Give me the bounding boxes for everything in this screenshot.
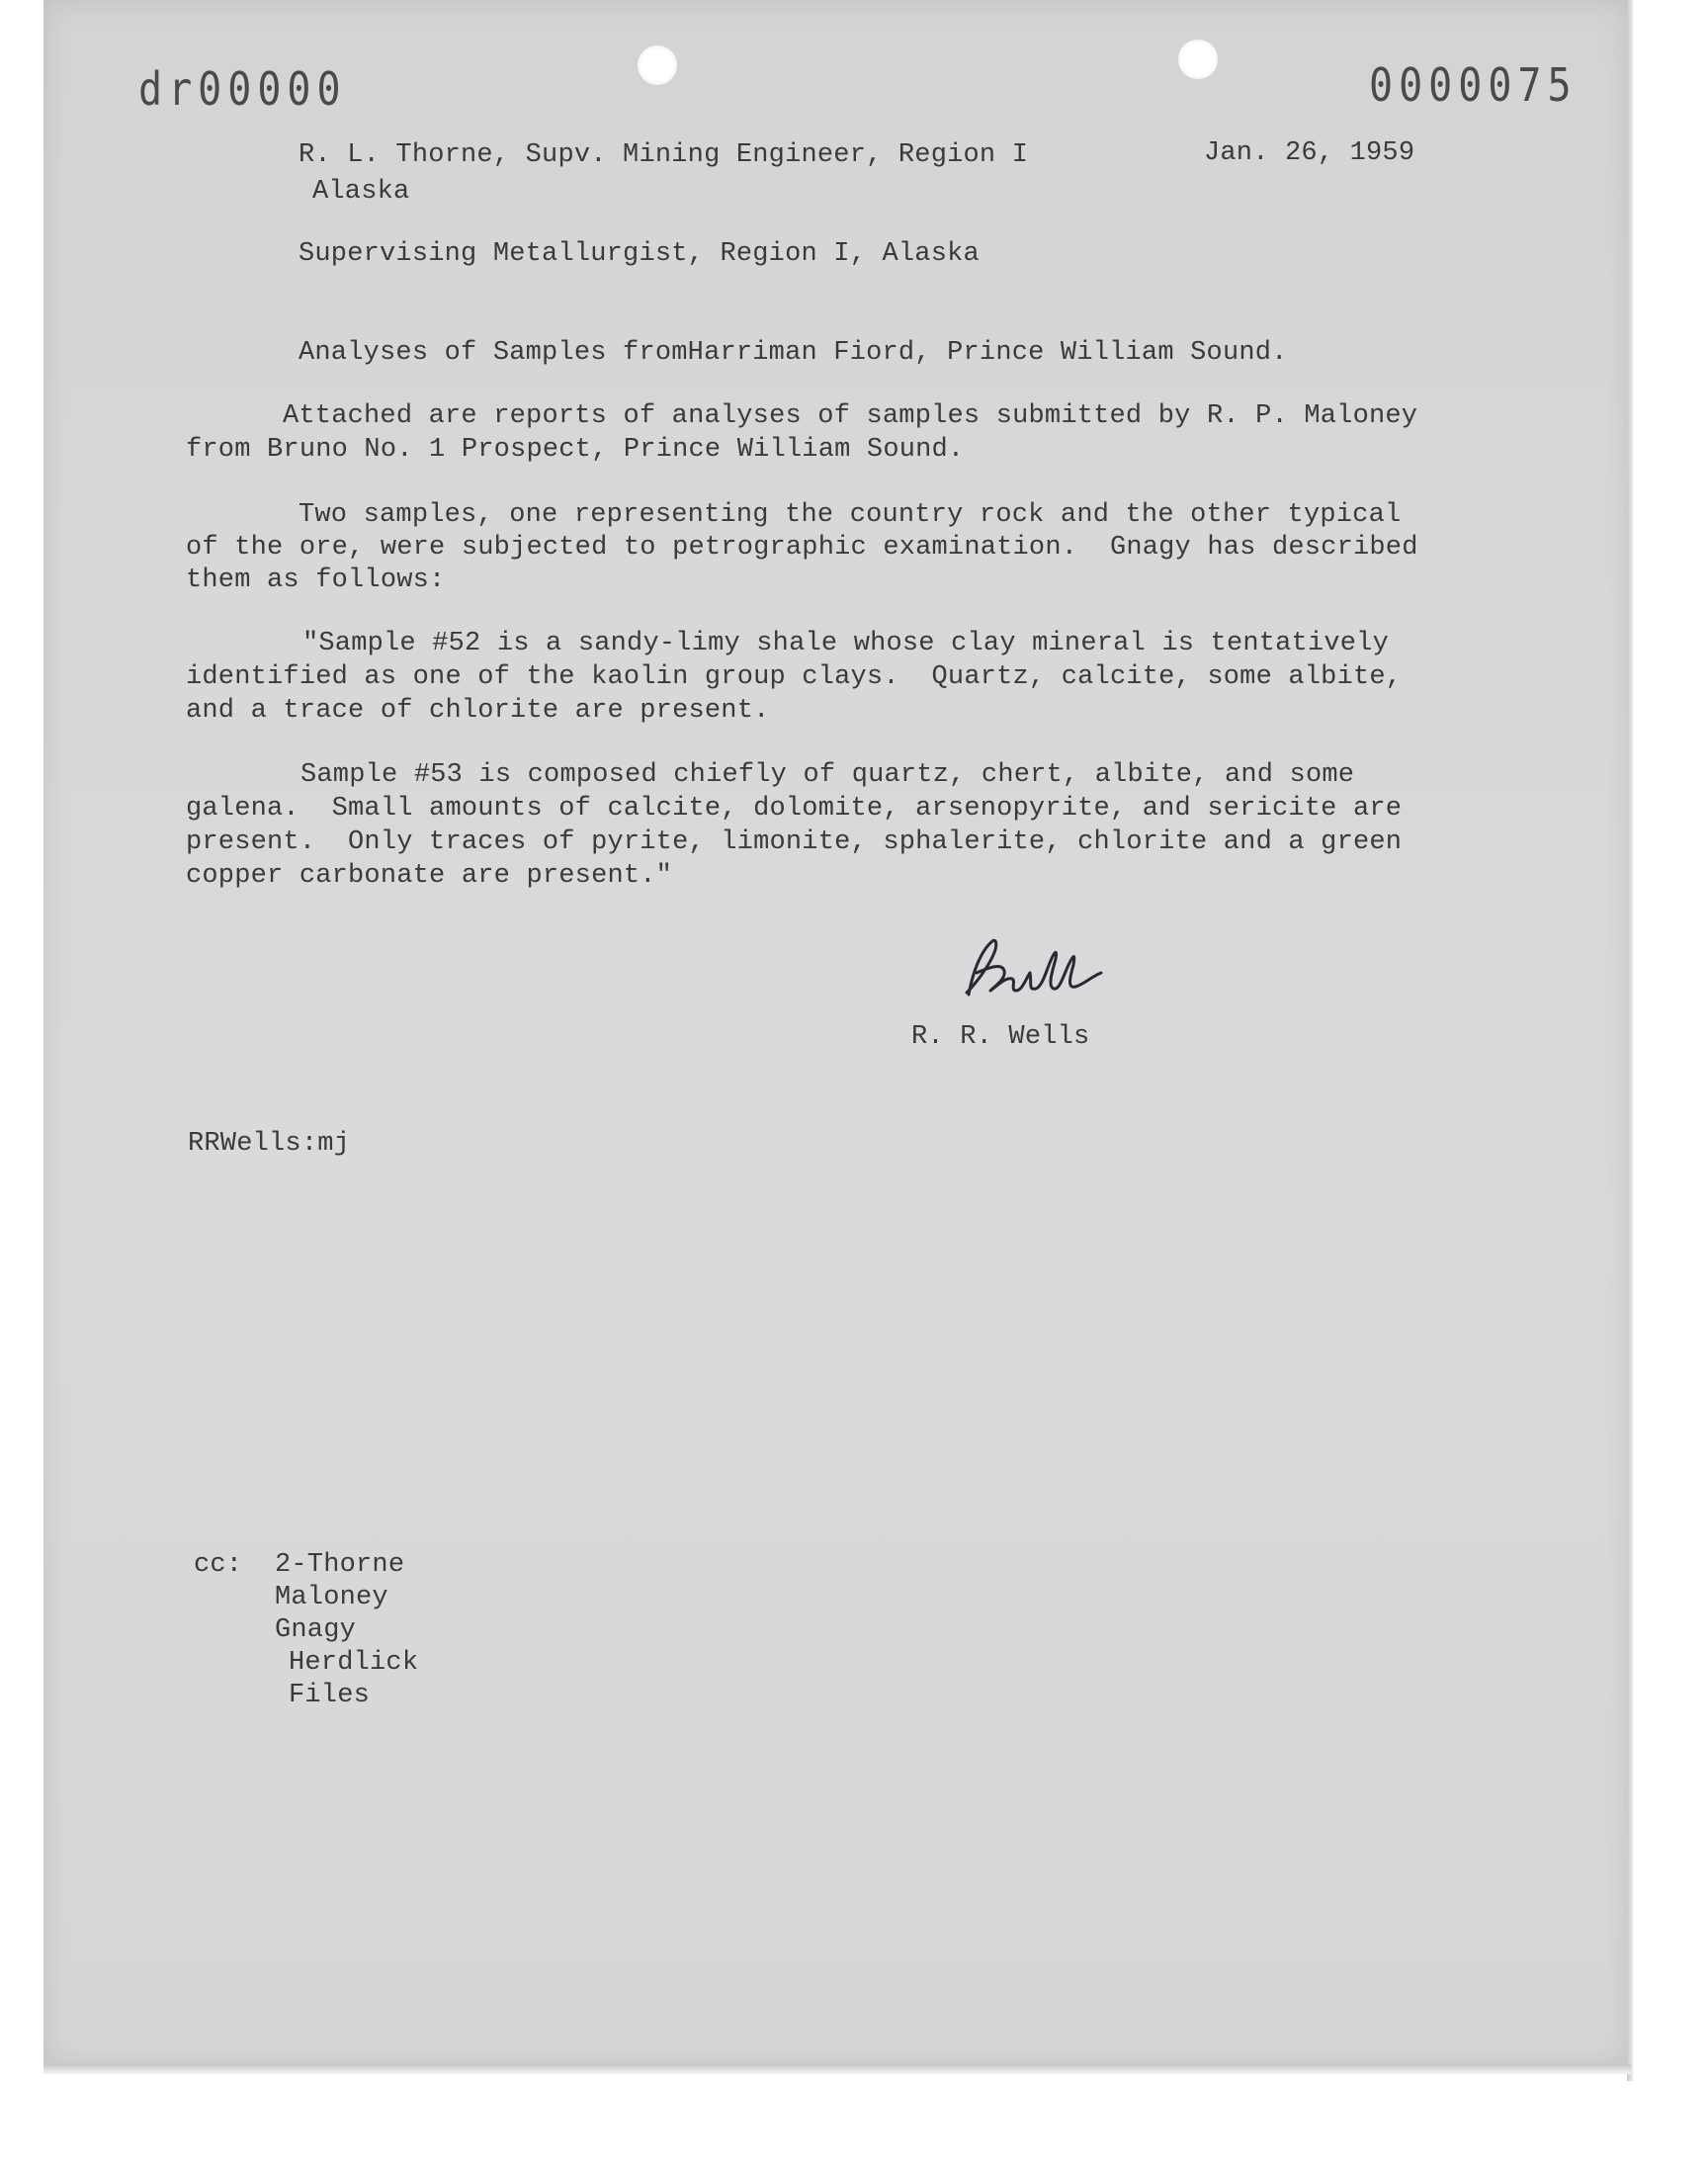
sender-line: Supervising Metallurgist, Region I, Alaska [299,239,980,269]
cc-recipient: Gnagy [275,1615,357,1645]
letter-date: Jan. 26, 1959 [1204,138,1415,168]
recipient-line-2: Alaska [312,177,410,207]
signer-name: R. R. Wells [911,1022,1090,1052]
punch-hole-left [638,45,677,85]
stamp-left: dr00000 [138,63,347,117]
paragraph-line: them as follows: [186,566,446,595]
subject-line: Analyses of Samples fromHarriman Fiord, Prince William Sound. [299,338,1288,368]
recipient-line-1: R. L. Thorne, Supv. Mining Engineer, Region I [299,140,1029,170]
page-edge-right [1627,0,1633,2081]
paragraph-line: Sample #53 is composed chiefly of quartz, chert, albite, and some [300,760,1355,790]
paragraph-line: galena. Small amounts of calcite, dolomite, arsenopyrite, and sericite are [186,794,1403,824]
punch-hole-right [1178,40,1218,79]
paragraph-line: copper carbonate are present." [186,861,673,891]
paragraph-line: "Sample #52 is a sandy-limy shale whose clay mineral is tentatively [302,629,1389,658]
reference-initials: RRWells:mj [188,1129,351,1159]
paragraph-line: from Bruno No. 1 Prospect, Prince William Sound. [186,435,965,465]
handwritten-signature [947,933,1115,1012]
page-edge-bottom [43,2064,1631,2074]
cc-recipient: Maloney [275,1583,388,1612]
cc-recipient: Herdlick [289,1648,419,1678]
document-number-stamp: 0000075 [1369,59,1578,113]
cc-recipient: 2-Thorne [275,1550,405,1580]
cc-label: cc: [194,1550,243,1580]
paragraph-line: of the ore, were subjected to petrographic examination. Gnagy has described [186,533,1418,563]
cc-recipient: Files [289,1681,371,1710]
document-page [43,0,1629,2066]
paragraph-line: identified as one of the kaolin group clays. Quartz, calcite, some albite, [186,662,1403,692]
paragraph-line: Two samples, one representing the country rock and the other typical [299,500,1402,530]
paragraph-line: and a trace of chlorite are present. [186,696,770,726]
paragraph-line: Attached are reports of analyses of samples submitted by R. P. Maloney [283,401,1418,431]
paragraph-line: present. Only traces of pyrite, limonite, sphalerite, chlorite and a green [186,827,1403,857]
